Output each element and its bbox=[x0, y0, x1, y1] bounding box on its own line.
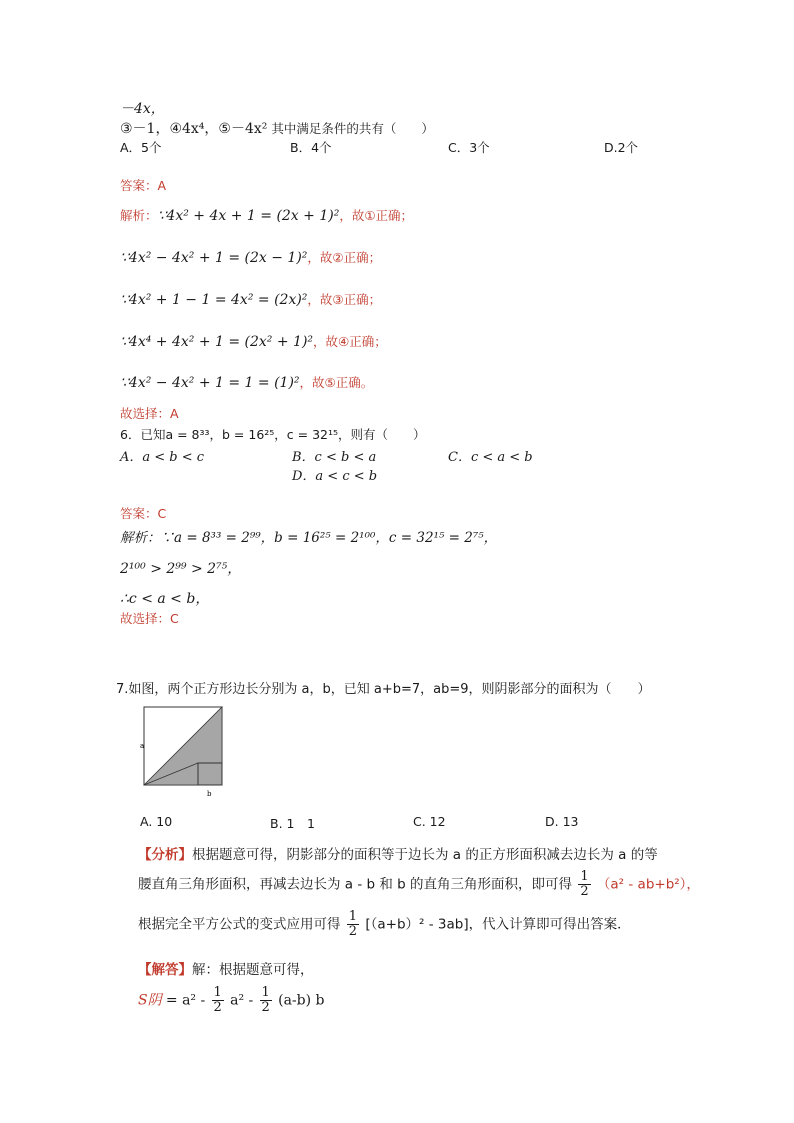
prev-line-2 bbox=[120, 118, 434, 138]
q5-analysis-line-5 bbox=[120, 373, 373, 391]
q7-analysis-text-2b: （a² - ab+b²）， bbox=[596, 876, 700, 893]
prev-option-c: C．3个 bbox=[448, 140, 490, 155]
label-a: a bbox=[140, 742, 145, 750]
q7-solution-line-1 bbox=[138, 958, 314, 978]
q6-option-b: B．c < b < a bbox=[292, 450, 377, 465]
small-square bbox=[198, 763, 222, 785]
q6-option-d: D．a < c < b bbox=[292, 469, 378, 484]
q6-step-3: ∴c < a < b， bbox=[120, 591, 210, 607]
q5-note-1: ，故①正确； bbox=[339, 208, 414, 223]
q7-stem: 7.如图，两个正方形边长分别为 a，b，已知 a+b=7，ab=9，则阴影部分的面积为（ ） bbox=[116, 682, 651, 697]
q7-option-a: A. 10 bbox=[140, 814, 173, 829]
q7-solution-tag: 【解答】 bbox=[138, 962, 192, 978]
q5-answer: 答案：A bbox=[120, 178, 167, 193]
q5-analysis-line-4 bbox=[120, 332, 387, 350]
q6-analysis: 解析：∵a = 8³³ = 2⁹⁹，b = 16²⁵ = 2¹⁰⁰，c = 32¹⁵ = 2⁷⁵， bbox=[120, 530, 498, 546]
q5-note-2: ，故②正确； bbox=[307, 250, 382, 265]
q7-analysis-line-2 bbox=[138, 870, 700, 899]
q6-answer: 答案：C bbox=[120, 506, 167, 521]
q7-figure bbox=[140, 704, 230, 800]
q6-option-c: C．c < a < b bbox=[448, 450, 533, 465]
prev-option-d: D.2个 bbox=[604, 140, 639, 155]
q5-expr-3: ∵4x² + 1 − 1 = 4x² = (2x)² bbox=[120, 292, 308, 308]
q7-formula bbox=[138, 986, 324, 1015]
q6-stem: 6．已知a = 8³³，b = 16²⁵，c = 32¹⁵，则有（ ） bbox=[120, 427, 426, 442]
q7-half-fraction-2: $\frac{1}{2}$ bbox=[348, 909, 358, 939]
q6-conclusion: 故选择：C bbox=[120, 611, 179, 626]
q5-expr-5: ∵4x² − 4x² + 1 = 1 = (1)² bbox=[120, 375, 300, 391]
q7-analysis-text-3b: [（a+b）² - 3ab]，代入计算即可得出答案． bbox=[365, 916, 631, 933]
q7-formula-half-1: $\frac{1}{2}$ bbox=[213, 985, 222, 1015]
q5-analysis-line-3 bbox=[120, 290, 381, 308]
q6-option-a: A．a < b < c bbox=[120, 450, 205, 465]
q7-analysis-text-2a: 腰直角三角形面积，再减去边长为 a - b 和 b 的直角三角形面积，即可得 bbox=[138, 876, 573, 893]
q7-half-fraction-1: $\frac{1}{2}$ bbox=[580, 869, 589, 899]
q5-note-3: ，故③正确； bbox=[307, 292, 382, 307]
q7-formula-part-3: (a-b) b bbox=[278, 992, 325, 1009]
q5-note-5: ，故⑤正确。 bbox=[299, 375, 374, 390]
q7-solution-text: 解：根据题意可得， bbox=[192, 962, 314, 978]
q7-option-d: D. 13 bbox=[545, 814, 579, 829]
prev-option-b: B．4个 bbox=[290, 140, 332, 155]
q7-formula-part-2: a² - bbox=[230, 992, 254, 1009]
q7-formula-part-1: = a² - bbox=[165, 992, 206, 1009]
q5-analysis-label: 解析： bbox=[120, 208, 158, 223]
q5-expr-1: ∵4x² + 4x + 1 = (2x + 1)² bbox=[157, 208, 340, 224]
q7-option-c: C. 12 bbox=[413, 814, 446, 829]
q7-formula-s: S阴 bbox=[138, 992, 162, 1009]
prev-line-2-text: 其中满足条件的共有（ ） bbox=[271, 121, 434, 136]
q5-analysis-line-2 bbox=[120, 248, 381, 266]
q5-analysis-line-1 bbox=[120, 206, 413, 224]
q7-analysis-text-3a: 根据完全平方公式的变式应用可得 bbox=[138, 916, 341, 933]
q7-analysis-tag: 【分析】 bbox=[138, 847, 192, 863]
prev-line-1: －4x， bbox=[120, 101, 165, 117]
prev-line-2-expr: ③－1，④4x⁴，⑤－4x² bbox=[120, 121, 268, 137]
q5-expr-2: ∵4x² − 4x² + 1 = (2x − 1)² bbox=[120, 250, 308, 266]
q7-analysis-text-1: 根据题意可得，阴影部分的面积等于边长为 a 的正方形面积减去边长为 a 的等 bbox=[192, 847, 658, 863]
q7-analysis-line-1 bbox=[138, 843, 658, 863]
label-b: b bbox=[207, 790, 212, 798]
q7-option-b: B. 1 1 bbox=[270, 816, 315, 831]
q7-formula-half-2: $\frac{1}{2}$ bbox=[261, 985, 270, 1015]
prev-option-a: A．5个 bbox=[120, 140, 162, 155]
q6-step-2: 2¹⁰⁰ > 2⁹⁹ > 2⁷⁵， bbox=[120, 561, 242, 577]
q5-conclusion: 故选择：A bbox=[120, 406, 179, 421]
q7-analysis-line-3 bbox=[138, 910, 631, 939]
q5-note-4: ，故④正确； bbox=[313, 334, 387, 349]
q5-expr-4: ∵4x⁴ + 4x² + 1 = (2x² + 1)² bbox=[120, 334, 314, 350]
